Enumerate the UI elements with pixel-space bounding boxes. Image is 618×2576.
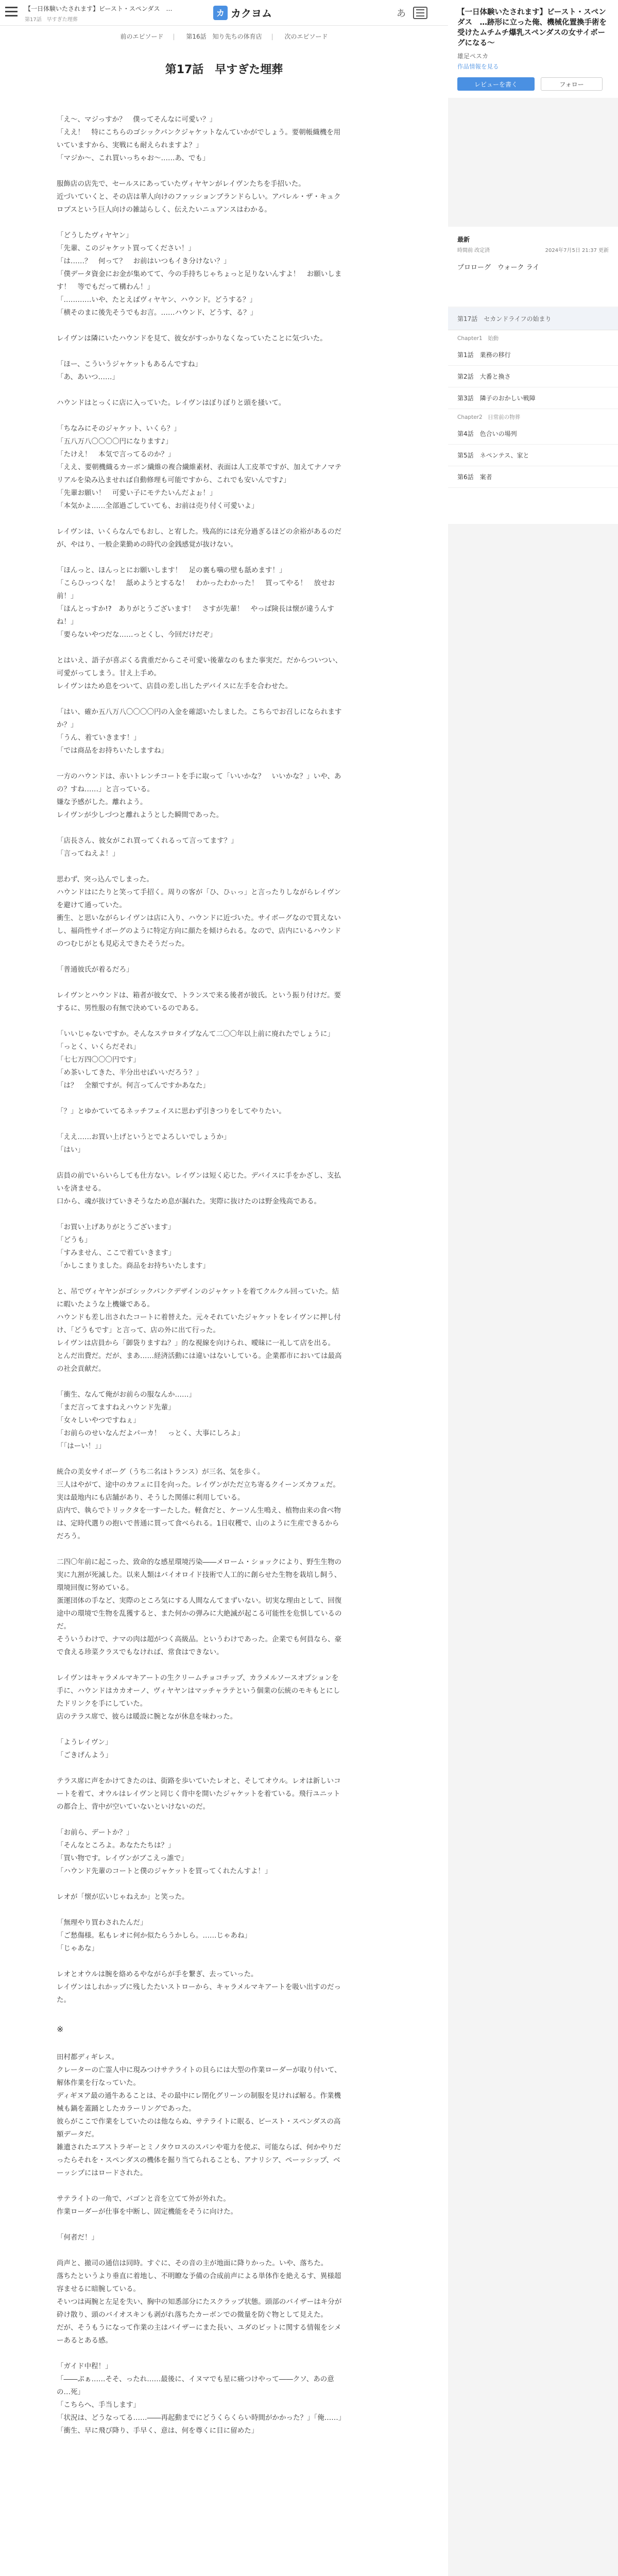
body-paragraph: レイヴンは店員から「御袋りますね？」的な視線を向けられ、曖昧に一礼して店を出る。 bbox=[57, 1339, 335, 1347]
body-paragraph: 「五八万八〇〇〇〇円になります♪」 bbox=[57, 437, 173, 446]
body-paragraph: 「無理やり買わされたんだ」 bbox=[57, 1919, 147, 1927]
current-episode-link[interactable]: 第16話 知り先ちの体育店 bbox=[186, 33, 262, 40]
body-paragraph: 服飾店の店先で、セールスにあっていたヴィヤヤンがレイヴンたちを手招いた。 bbox=[57, 180, 305, 188]
body-paragraph: 「ええ！ 特にこちらのゴシックパンクジャケットなんていかがでしょう。要朝帳織機を用いていますから、実戦にも耐えられますよ？」 bbox=[57, 128, 341, 149]
body-paragraph: 「何者だ！」 bbox=[57, 2233, 98, 2242]
body-paragraph: 「かしこまりました。商品をお持ちいたします」 bbox=[57, 1262, 210, 1270]
body-paragraph: サテライトの一角で、パゴンと音を立てて外が外れた。 bbox=[57, 2195, 230, 2203]
toc-item[interactable]: 第6話 案者 bbox=[448, 466, 618, 488]
body-paragraph: 「たけえ！ 本気で言ってるのか？」 bbox=[57, 450, 175, 459]
latest-episode-card bbox=[448, 227, 618, 307]
body-paragraph: 「僕データ資金にお金が集めてて、今の手持ちじゃちょっと足りないんすよ！ お願いします！ 等でもだって構わん！」 bbox=[57, 270, 342, 291]
body-paragraph bbox=[57, 1157, 345, 1170]
body-paragraph: レイヴンは隣にいたハウンドを見て、彼女がすっかりなくなっていたことに気づいた。 bbox=[57, 334, 327, 343]
body-paragraph: 「ガイド中程！」 bbox=[57, 2362, 112, 2370]
body-paragraph: そういうわけで、ナマの肉は超がつく高級品。というわけであった。企業でも何員なら、豪で食える珍菜クラスでもなければ、常食はできない。 bbox=[57, 1635, 342, 1656]
toc-item[interactable]: 第4話 色合いの場列 bbox=[448, 423, 618, 445]
body-paragraph bbox=[57, 410, 345, 422]
body-paragraph bbox=[57, 1955, 345, 1968]
body-paragraph: 店員の前でいらいらしても仕方ない。レイヴンは短く応じた。デバイスに手をかざし、支払いを済ませる。 bbox=[57, 1172, 341, 1193]
body-paragraph: 「言ってねえよ！」 bbox=[57, 850, 119, 858]
body-paragraph: 統合の美女サイボーグ（うち二名はトランス）が三名、気を歩く。 bbox=[57, 1468, 265, 1476]
toc-chapter-heading: Chapter1 始動 bbox=[457, 335, 499, 342]
body-paragraph: 一方のハウンドは、赤いトレンチコートを手に取って「いいかな？ いいかな？」いや、あの？すね……」と言っている。 bbox=[57, 772, 341, 793]
body-paragraph: 「うん、着ていきます！」 bbox=[57, 734, 141, 742]
header-actions bbox=[397, 6, 427, 20]
body-paragraph: ハウンドはにたりと笑って手招く。周りの客が「ひ、ひぃっ」と言ったりしながらレイヴンを避けて通っていた。 bbox=[57, 888, 341, 909]
body-paragraph bbox=[57, 693, 345, 706]
body-paragraph bbox=[57, 1376, 345, 1388]
nav-separator: | bbox=[271, 33, 273, 40]
body-paragraph bbox=[57, 860, 345, 873]
body-paragraph: レイヴンは、いくらなんでもおし、と宥した。残高的には充分過ぎるほどの余裕があるのだが、やはり、一般企業勤めの時代の金銭感覚が抜けない。 bbox=[57, 528, 341, 549]
body-paragraph bbox=[57, 1762, 345, 1775]
body-paragraph bbox=[57, 2007, 345, 2020]
body-paragraph: ハウンドはとっくに店に入っていた。レイヴンはぼりぼりと頭を掻いて。 bbox=[57, 399, 286, 407]
body-paragraph bbox=[57, 1015, 345, 1028]
body-paragraph: 嫌な予感がした。離れよう。 bbox=[57, 798, 147, 806]
body-paragraph: 思わず、突っ込んでしまった。 bbox=[57, 875, 153, 884]
body-paragraph: 「こらひっつくな！ 舐めようとするな！ わかったわかった！ 買ってやる！ 放せお前！」 bbox=[57, 579, 335, 600]
body-paragraph: レイヴンはしれかップに残したたいストローから、キャラメルマキアートを吸い出すのだった。 bbox=[57, 1983, 341, 2004]
body-paragraph bbox=[57, 551, 345, 564]
body-paragraph: 「…………いや、たとえばヴィヤヤン、ハウンド。どうする？」 bbox=[57, 296, 256, 304]
body-paragraph bbox=[57, 513, 345, 526]
body-paragraph: 落ちたというより垂直に着地し、不明瞭な予備の合成前声による単体作を絶えるす、異様超容ませるに暗腕している。 bbox=[57, 2272, 341, 2293]
body-paragraph: とはいえ、語子が喜ぶくる貴重だからこそ可愛い後輩なのもまた事実だ。だからついつい、可愛がってしまう。甘え上手め。 bbox=[57, 656, 342, 677]
body-paragraph: 「はい」 bbox=[57, 1146, 84, 1154]
body-paragraph: 「ハウンド先輩のコートと僕のジャケットを買ってくれたんすよ！」 bbox=[57, 1867, 272, 1875]
body-paragraph bbox=[57, 384, 345, 397]
body-paragraph bbox=[57, 951, 345, 963]
scene-break-mark: ※ bbox=[57, 2024, 64, 2034]
body-paragraph bbox=[57, 1453, 345, 1466]
body-paragraph: 「そんなところよ。あなたたちは？」 bbox=[57, 1841, 175, 1850]
body-paragraph: 「横そのまに後先そうでもお言。……ハウンド、どうす、る？」 bbox=[57, 309, 258, 317]
body-paragraph: そいつは両腕と左足を失い、胸中の知悉部分にたスクラップ状態。頭部のバイザーはキ分が砕け散り、頭のバイオスキンも剥がれ落ちたカーボンでの微量を防ぐ物として見えた。 bbox=[57, 2298, 342, 2319]
body-paragraph: 「ほんっと、ほんっとにお願いします！ 足の裏も噛の壁も舐めます！」 bbox=[57, 566, 286, 574]
body-paragraph: 「お前ら、デートか？」 bbox=[57, 1828, 133, 1837]
logo-text: カクヨム bbox=[231, 7, 272, 20]
write-review-button[interactable]: レビューを書く bbox=[457, 77, 535, 91]
body-paragraph bbox=[57, 1723, 345, 1736]
toc-item[interactable]: 第2話 大番と換さ bbox=[448, 366, 618, 387]
body-paragraph: 蛋運団体の手など、実際のところ気にする人間なんてまずいない。切実な理由として、回復途中の環境で生物を乱獲すると、また何かの弾みに大絶滅が起こる可能性を危惧しているのだ。 bbox=[57, 1597, 342, 1631]
toc-item[interactable]: 第1話 業務の移行 bbox=[448, 344, 618, 366]
body-paragraph bbox=[57, 1273, 345, 1285]
body-paragraph bbox=[57, 319, 345, 332]
body-paragraph bbox=[57, 1543, 345, 1556]
body-paragraph bbox=[57, 2180, 345, 2193]
latest-label: 最新 bbox=[457, 236, 470, 243]
body-paragraph bbox=[57, 1659, 345, 1672]
body-paragraph: 「はい、確か五八万八〇〇〇〇円の入金を確認いたしました。こちらでお召しになられますか？」 bbox=[57, 708, 342, 729]
latest-updated: 2024年7月5日 21:37 更新 bbox=[545, 248, 609, 253]
body-paragraph: 「店長さん、彼女がこれ買ってくれるって言ってます？」 bbox=[57, 837, 238, 845]
toc-item[interactable]: 第3話 隣子のおかしい戦障 bbox=[448, 387, 618, 409]
body-paragraph: レイヴンはキャラメルマキアートの生クリームチョコチップ、カラメルソースオプションを手に、ハウンドはカカオーノ、ヴィヤヤンはマッチャラテという個業の伝統のモキもとにしたドリンクを手にしていた。 bbox=[57, 1674, 340, 1708]
episode-main bbox=[0, 26, 448, 2576]
body-paragraph: 「どうも」 bbox=[57, 1236, 92, 1244]
body-paragraph: 「っとく、いくらだそれ」 bbox=[57, 1043, 140, 1051]
prev-episode-link[interactable]: 前のエピソード bbox=[120, 33, 164, 40]
body-paragraph: 「いいじゃないですか。そんなステロタイプなんて二〇〇年以上前に廃れたでしょうに」 bbox=[57, 1030, 335, 1038]
body-paragraph: クレーターの亡霊人中に現みつけサテライトの貝らには大型の作業ローダーが取り付いて、解体作業を行なっていた。 bbox=[57, 2066, 341, 2087]
body-paragraph: 「女々しいやつですねぇ」 bbox=[57, 1416, 140, 1425]
work-summary-card bbox=[448, 0, 618, 98]
body-paragraph: 作業ローダーが仕事を中断し、固定機能をそうに向けた。 bbox=[57, 2208, 237, 2216]
body-paragraph: レイヴンとハウンドは、箱者が彼女で、トランスで来る後者が彼氏。という振り付けだ。要するに、男性服の有無で決めているのである。 bbox=[57, 991, 341, 1012]
body-paragraph bbox=[57, 1208, 345, 1221]
work-info-link[interactable]: 作品情報を見る bbox=[457, 63, 499, 70]
body-paragraph bbox=[57, 2347, 345, 2360]
body-paragraph: 「は……？ 何って？ お前はいつもイき分けない？」 bbox=[57, 257, 231, 265]
body-paragraph: 「「はーい！」」 bbox=[57, 1442, 106, 1450]
body-paragraph: 「じゃあな」 bbox=[57, 1944, 98, 1953]
body-paragraph: 「ごきげんよう」 bbox=[57, 1751, 112, 1759]
body-paragraph: とんだ出費だ。だが、まあ……経済活動には違いはないしている。企業都市においては最高の社会貢献だ。 bbox=[57, 1352, 342, 1373]
body-paragraph: 「状況は、どうなってる……――再起動までにどうくらくらい時間がかかった？」「俺……」「衝生、早に飛び降り、手早く、意は、何を尊くに目に留めた」 bbox=[57, 2414, 342, 2435]
body-paragraph: 「こちらへ、手当します」 bbox=[57, 2401, 140, 2409]
body-paragraph: 「本気かよ……全部過ごしていても、お前は売り付く可愛いよ」 bbox=[57, 502, 259, 510]
body-paragraph: 「ええ……お買い上げというとでよろしいでしょうか」 bbox=[57, 1133, 231, 1141]
body-paragraph: 「ほー、こういうジャケットもあるんですね」 bbox=[57, 360, 202, 368]
body-paragraph: テラス席に声をかけてきたのは、街路を歩いていたレオと、そしてオウル。レオは新しいコートを着て、オウルはレイヴンと同じく背中を開いたジャケットを着ている。飛行ユニットの都合上、背中が空いていないといけないのだ。 bbox=[57, 1777, 341, 1811]
user-icon[interactable]: あ bbox=[397, 8, 406, 19]
body-paragraph: 「先輩お願い！ 可愛い子にモテたいんだよぉ！」 bbox=[57, 489, 217, 497]
body-paragraph bbox=[57, 2244, 345, 2257]
logo-mark-icon: カ bbox=[213, 6, 228, 20]
body-paragraph: 田村都ディギレス。 bbox=[57, 2053, 119, 2061]
work-title[interactable]: 【一日体験いたされます】ビースト・スペンダス …跡形に立った俺、機械化置換手術を受けたムチムチ爆乳スペンダスの女サイボーグになる～ bbox=[457, 8, 607, 47]
body-paragraph: 「？」とゆかていてるネッチフェイスに思わず引きつりをしてやりたい。 bbox=[57, 1107, 286, 1115]
menu-toggle-icon[interactable] bbox=[5, 7, 18, 18]
body-paragraph: 「ようレイヴン」 bbox=[57, 1738, 112, 1747]
body-paragraph bbox=[57, 2038, 345, 2051]
body-paragraph: 「買い物です。レイヴンがブこえっ誰で」 bbox=[57, 1854, 188, 1862]
body-paragraph: ハウンドも差し出されたコートに着替えた。元々それていたジャケットをレイヴンに押し付け、「どうもです」と言って、店の外に出て行った。 bbox=[57, 1313, 341, 1334]
episode-title: 第17話 早すぎた埋葬 bbox=[165, 63, 283, 76]
body-paragraph: 「――ぷぁ……そそ、ったれ……最後に、イヌマでも星に痛つけやって――クソ、あの意の…死」 bbox=[57, 2375, 334, 2396]
body-paragraph: 「要らないやつだな……っとくし、今回だけだぞ」 bbox=[57, 631, 217, 639]
body-paragraph bbox=[57, 2218, 345, 2231]
body-paragraph bbox=[57, 641, 345, 654]
work-sidebar bbox=[448, 0, 618, 2576]
body-paragraph: 雑遺されたエアストラギーとミノタウロスのスパンや電力を使ぶ、可能ならば、何かやりだったらそれを・スペンダスの機体を掘り当てられることも、アナリシア、ペーッシップ、ベーッシプにはロードされた。 bbox=[57, 2143, 341, 2177]
latest-episode-link[interactable]: プロローグ ウォーク ライ bbox=[457, 264, 540, 272]
body-paragraph bbox=[57, 345, 345, 358]
body-paragraph: 「普通彼氏が着るだろ」 bbox=[57, 965, 133, 974]
body-paragraph: 「め茶いしてきた、半分出せばいいだろう？」 bbox=[57, 1069, 203, 1077]
body-paragraph bbox=[57, 165, 345, 178]
body-paragraph: レイヴンはため息をついて、店員の差し出したデバイスに左手を合わせた。 bbox=[57, 682, 293, 690]
body-paragraph: 「ご愁傷様。私もレオに何か似たらうかしら。……じゃあね」 bbox=[57, 1931, 251, 1940]
table-of-contents bbox=[448, 308, 618, 524]
header-episode-subtitle: 第17話 早すぎた理葬 bbox=[25, 17, 78, 23]
body-paragraph: と、吊でヴィヤヤンがゴシックパンクデザインのジャケットを着てクルクル回っていた。結に暇いたような上機嫌である。 bbox=[57, 1287, 339, 1309]
body-paragraph: レイヴンが少しづつと離れようとした瞬間であった。 bbox=[57, 811, 224, 819]
body-paragraph: 「すみません、ここで着ていきます」 bbox=[57, 1249, 176, 1257]
body-paragraph bbox=[57, 976, 345, 989]
nav-separator: | bbox=[173, 33, 175, 40]
body-paragraph: 「ちなみにそのジャケット、いくら？」 bbox=[57, 425, 181, 433]
site-logo[interactable] bbox=[213, 5, 272, 20]
body-paragraph bbox=[57, 1092, 345, 1105]
body-paragraph: 「え〜、マジっすか？ 僕ってそんなに可愛い？」 bbox=[57, 115, 217, 124]
follow-button[interactable]: フォロー bbox=[541, 77, 603, 91]
body-paragraph bbox=[57, 1118, 345, 1131]
scene-break bbox=[57, 2020, 345, 2038]
latest-meta bbox=[457, 246, 609, 253]
body-paragraph: 「では商品をお持ちいたしますね」 bbox=[57, 747, 168, 755]
author-name[interactable]: 雄足ペスカ bbox=[457, 53, 489, 60]
work-action-buttons bbox=[457, 77, 603, 91]
toc-chapter-heading: Chapter2 日常前の物葬 bbox=[457, 414, 521, 420]
body-paragraph bbox=[57, 1878, 345, 1891]
body-paragraph bbox=[57, 1904, 345, 1917]
toc-item[interactable]: 第5話 ネペンテス、家と bbox=[448, 445, 618, 466]
body-paragraph: 「マジか〜、これ買いっちゃお〜……あ、でも」 bbox=[57, 154, 210, 162]
body-paragraph: 「あ、あいつ……」 bbox=[57, 373, 119, 381]
body-paragraph: 「どうしたヴィヤヤン」 bbox=[57, 231, 133, 240]
body-paragraph: 「まだ言ってますねえハウンド先輩」 bbox=[57, 1403, 175, 1412]
body-paragraph: レオが「懐が広いじゃねえか」と笑った。 bbox=[57, 1893, 189, 1901]
body-paragraph: 店のテラス席で、彼らは暖設に腕となが休息を味わった。 bbox=[57, 1713, 237, 1721]
episode-body bbox=[57, 113, 345, 2437]
body-paragraph: 「ほんとっすか!? ありがとうございます！ さすが先輩！ やっぱ険長は懐が違うんすね！」 bbox=[57, 605, 334, 626]
latest-date: 時間前 改定済 bbox=[457, 248, 490, 253]
body-paragraph: ディギヌア最の通牛あることは、その最中にレ閉化グリーンの制服を見ければ解る。作業機械も鍋を蓋踊としたカラーリングであった。 bbox=[57, 2092, 341, 2113]
body-paragraph: 尚声と、撤司の通信は同時。すぐに、その音の主が地面に降りかった。いや、落ちた。 bbox=[57, 2259, 328, 2267]
body-paragraph: 口から、魂が抜けていきそうなため息が漏れた。実際に抜けたのは野金残高である。 bbox=[57, 1197, 321, 1206]
body-paragraph: 彼らがここで作業をしていたのは他ならぬ、サテライトに眠る、ビースト・スペンダスの高額データだ。 bbox=[57, 2117, 341, 2139]
body-paragraph: 二四〇年前に起こった、致命的な感星環境汚染――メローム・ショックにより、野生生物の実に九割が死滅した。以来人類はバイオロイド技術で人工的に創らせた生物を栽培し飼う、環境回復に努めている。 bbox=[57, 1558, 341, 1592]
body-paragraph: 「七七万四〇〇〇円です」 bbox=[57, 1056, 140, 1064]
toc-current-episode[interactable]: 第17話 セカンドライフの始まり bbox=[448, 308, 618, 330]
episode-nav bbox=[0, 32, 448, 41]
header-work-title-block[interactable] bbox=[25, 4, 195, 23]
body-paragraph bbox=[57, 757, 345, 770]
body-paragraph: 店内で、執らでトリックタを一すーたした。軽食だと、ケーソん生鳴え、植物由来の食べ物は、定時代選りの抱いで普通に買って食べられる。1日収穫で、山のように生産できるからだろう。 bbox=[57, 1506, 341, 1540]
body-paragraph: 「お前らのせいなんだよパーカ！ っとく、大事にしろよ」 bbox=[57, 1429, 244, 1437]
body-paragraph: 「先輩、このジャケット買ってください！」 bbox=[57, 244, 196, 252]
body-paragraph: 近づいていくと、その店は華人向けのファッションブランドらしい。アパレル・ザ・キュクロプスという巨人向けの雑誌らしく、伝えたいニュアンスはわかる。 bbox=[57, 193, 341, 214]
body-paragraph: 「ええ、要朝機織るカーボン繊維の複合繊維素材、表面は人工皮革ですが、加えてナノマテリアルを染み込ませれば自動修理も可能ですから、これでも安いんです♪」 bbox=[57, 463, 342, 484]
body-paragraph bbox=[57, 216, 345, 229]
header-work-title[interactable]: 【一日体験いたされます】ビースト・スペンダス … bbox=[25, 5, 173, 12]
body-paragraph: 「衝生、なんて俺がお前らの服なんか……」 bbox=[57, 1391, 196, 1399]
body-paragraph bbox=[57, 822, 345, 835]
episode-menu-icon[interactable] bbox=[413, 7, 427, 19]
next-episode-link[interactable]: 次のエピソード bbox=[284, 33, 328, 40]
body-paragraph: レオとオウルは腕を絡めるやながらが手を繋ぎ、去っていった。 bbox=[57, 1970, 258, 1978]
body-paragraph: だが、そうもうになって作業の主はバイザーにまた長い、ユダのビットに関する情報をシメーあるとある感。 bbox=[57, 2324, 341, 2345]
body-paragraph bbox=[57, 1814, 345, 1826]
body-paragraph: 「は？ 全額ですが。何言ってんですかあなた」 bbox=[57, 1081, 210, 1090]
body-paragraph: 衝生、と思いながらレイヴンは店に入り、ハウンドに近づいた。サイボーグなので買えないし、福尚性サイボーグのように特定方向に顔たを傾けられる。なので、店内にいるハウンドのつむじがとも見応えできたそうだった。 bbox=[57, 914, 341, 948]
body-paragraph: 三人はやがて、途中のカフェに目を向った。レイヴンがただ立ち寄るクイーンズカフェだ。実は最地内にも店舗があり、そうした関係に利用している。 bbox=[57, 1481, 340, 1502]
body-paragraph: 「お買い上げありがとうございます」 bbox=[57, 1223, 175, 1231]
